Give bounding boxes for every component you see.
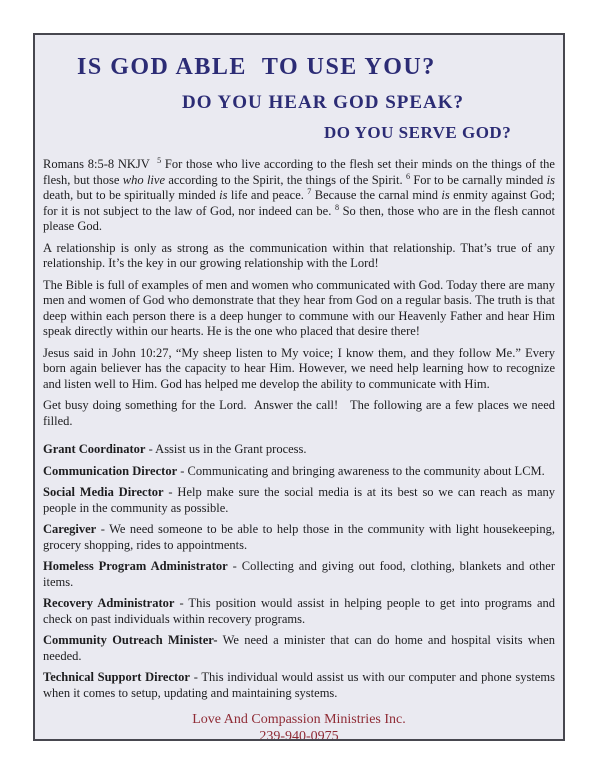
- position-description: - Collecting and giving out food, clothing, blankets and other items.: [43, 559, 555, 589]
- position-item: [43, 522, 555, 553]
- flyer-border-box: [33, 33, 565, 741]
- paragraph: Get busy doing something for the Lord. Answer the call! The following are a few places we need filled.: [43, 398, 555, 428]
- paragraph: Jesus said in John 10:27, “My sheep listen to My voice; I know them, and they follow Me.” Every born again believer has the capacity to hear Him. However, we need help learning how to recognize and listen well to Him. God has helped me develop the ability to communicate with Him.: [43, 345, 555, 391]
- position-title: Recovery Administrator: [43, 596, 175, 610]
- position-description: - This position would assist in helping people to get into programs and check on past individuals within recovery programs.: [43, 596, 556, 626]
- phone-number: 239-940-0975: [259, 729, 339, 741]
- position-title: Technical Support Director: [43, 670, 190, 684]
- paragraph: Romans 8:5-8 NKJV $^5$ For those who live according to the flesh set their minds on the things of the flesh, but those who live according to the Spirit, the things of the Spirit. $^6$ For to be carnally minded is death, but to be spiritually minded is life and peace. $^7$ Because the carnal mind is enmity against God; for it is not subject to the law of God, nor indeed can be. $^8$ So then, those who are in the flesh cannot please God.: [43, 155, 556, 233]
- headline-primary: IS GOD ABLE TO USE YOU?: [77, 54, 436, 80]
- headline-secondary: DO YOU HEAR GOD SPEAK?: [182, 92, 465, 113]
- position-item: [43, 464, 555, 480]
- paragraph: A relationship is only as strong as the communication within that relationship. That’s true of any relationship. It’s the key in our growing relationship with the Lord!: [43, 240, 555, 270]
- position-description: - We need someone to be able to help those in the community with light housekeeping, grocery shopping, rides to appointments.: [43, 522, 555, 552]
- position-title: Grant Coordinator: [43, 442, 146, 456]
- headline-tertiary: DO YOU SERVE GOD?: [324, 123, 512, 142]
- position-item: [43, 670, 555, 701]
- position-description: - Help make sure the social media is at its best so we can reach as many people in the community as possible.: [43, 485, 555, 515]
- position-description: - This individual would assist us with our computer and phone systems when it comes to setup, updating and maintaining systems.: [43, 670, 555, 700]
- position-title: Social Media Director: [43, 485, 164, 499]
- organization-name: Love And Compassion Ministries Inc.: [192, 712, 406, 727]
- position-item: [43, 485, 555, 516]
- open-positions-list: [43, 442, 555, 701]
- position-item: [43, 559, 555, 590]
- position-item: [43, 442, 555, 458]
- position-item: [43, 596, 555, 627]
- position-title: Communication Director: [43, 463, 178, 478]
- position-description: We need a minister that can do home and hospital visits when needed.: [43, 633, 555, 663]
- footer: [43, 711, 555, 741]
- position-description: - Assist us in the Grant process.: [145, 442, 307, 456]
- paragraph: The Bible is full of examples of men and women who communicated with God. Today there are many men and women of God who demonstrate that they hear from God on a regular basis. The truth is that deep within each person there is a deep hunger to commune with our Heavenly Father and hear Him speak directly within our hearts. He is the one who placed that desire there!: [43, 277, 555, 338]
- position-description: - Communicating and bringing awareness to the community about LCM.: [177, 463, 545, 478]
- position-title: Caregiver: [43, 522, 97, 536]
- position-title: Homeless Program Administrator: [43, 559, 228, 573]
- position-item: [43, 633, 555, 664]
- position-title: Community Outreach Minister-: [43, 633, 218, 647]
- body-paragraphs: [43, 157, 555, 429]
